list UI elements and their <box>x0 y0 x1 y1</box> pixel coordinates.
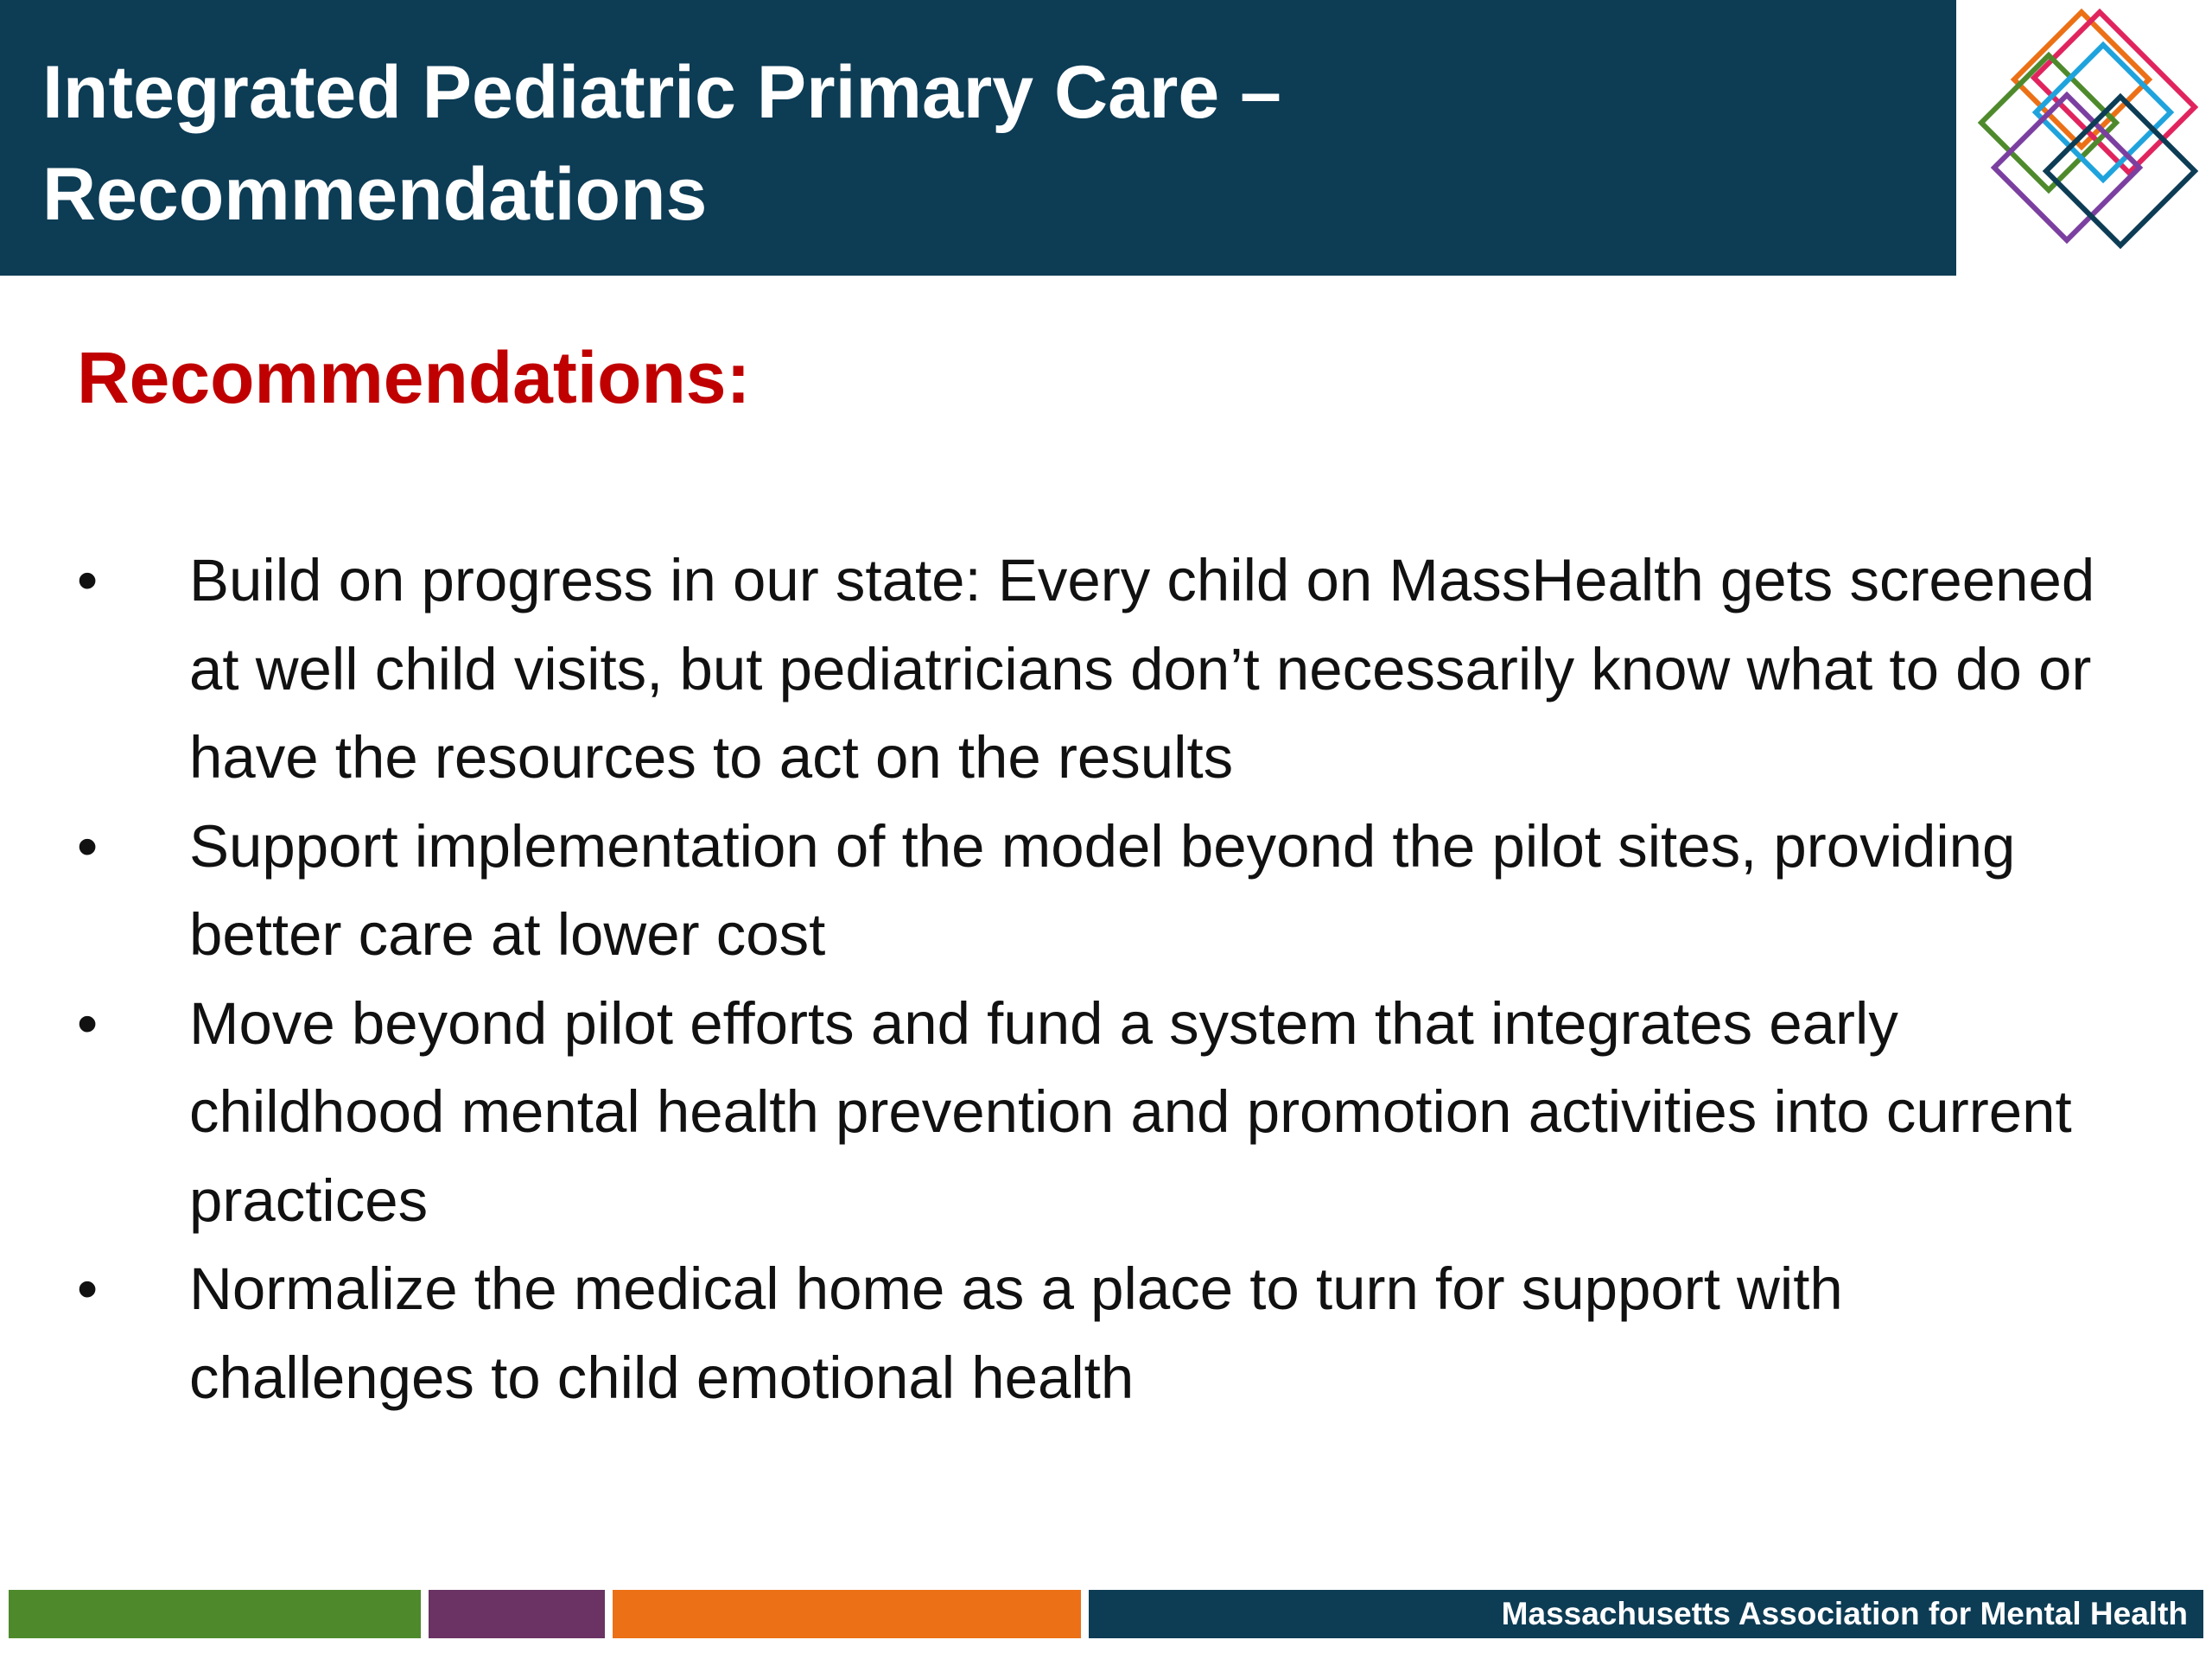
list-item <box>0 1245 2125 1422</box>
list-item <box>0 803 2125 980</box>
organization-logo <box>1956 0 2212 276</box>
recommendations-list <box>0 537 2212 1422</box>
bullet-text: Normalize the medical home as a place to turn for support with challenges to child emotional health <box>189 1255 1843 1411</box>
footer-bar-purple <box>429 1590 605 1638</box>
slide-title <box>42 41 1900 245</box>
slide-header <box>0 0 1956 276</box>
bullet-marker: • <box>77 989 99 1057</box>
bullet-marker: • <box>77 812 99 880</box>
bullet-text: Move beyond pilot efforts and fund a system that integrates early childhood mental health prevention and promotion activities into current practices <box>189 989 2072 1234</box>
bullet-text: Support implementation of the model beyond the pilot sites, providing better care at lower cost <box>189 812 2016 968</box>
footer-bar-orange <box>613 1590 1081 1638</box>
list-item <box>0 537 2125 803</box>
bullet-marker: • <box>77 1255 99 1322</box>
bullet-marker: • <box>77 547 99 613</box>
footer-bar-green <box>9 1590 421 1638</box>
footer-organization-name: Massachusetts Association for Mental Health <box>1501 1596 2188 1631</box>
slide-title-line-2: Recommendations <box>42 153 708 236</box>
bullet-text: Build on progress in our state: Every child on MassHealth gets screened at well child visits, but pediatricians don’t necessarily know what to do or have the resources to act on the results <box>189 547 2095 791</box>
footer-bar-navy <box>1089 1590 2203 1638</box>
interlocking-diamonds-logo-icon <box>1956 0 2212 276</box>
list-item <box>0 980 2125 1246</box>
slide-title-line-1: Integrated Pediatric Primary Care – <box>42 51 1281 134</box>
recommendations-heading: Recommendations: <box>77 337 751 418</box>
